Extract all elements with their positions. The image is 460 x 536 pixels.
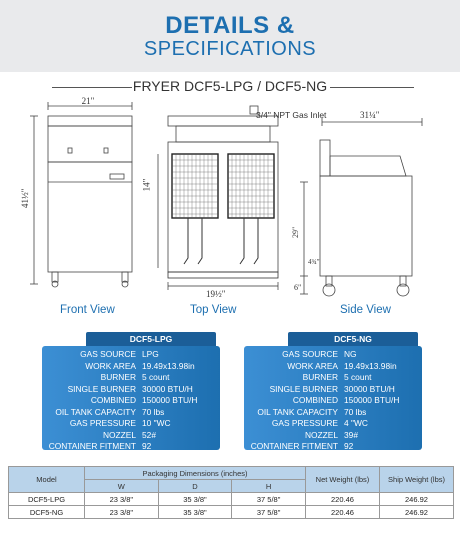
- spec-row: BURNER 5 count: [100, 372, 170, 382]
- side-cabinet: [320, 176, 412, 276]
- front-top-rim: [48, 116, 132, 126]
- spec-card-ng-body: [244, 346, 422, 450]
- spec-row: OIL TANK CAPACITY 70 lbs: [55, 406, 165, 417]
- spec-row: COMBINED 150000 BTU/H: [90, 395, 198, 405]
- header-dimensions: Packaging Dimensions (inches): [85, 467, 306, 480]
- side-flue: [320, 140, 330, 176]
- table-row: DCF5-LPG 23 3/8" 35 3/8" 37 5/8" 220.46 246.92: [9, 493, 454, 506]
- spec-row: COMBINED 150000 BTU/H: [292, 395, 400, 405]
- spec-row: BURNER 5 count: [302, 372, 372, 382]
- spec-row: GAS SOURCE LPG: [80, 349, 159, 359]
- model-title-text: FRYER DCF5-LPG / DCF5-NG: [132, 78, 328, 94]
- spec-card-lpg-body: [42, 346, 220, 450]
- title-rule-right: [330, 87, 414, 88]
- basket-right: [228, 154, 274, 218]
- basket-handle-left: [184, 218, 188, 264]
- top-body: [168, 142, 278, 272]
- spec-row: NOZZEL 52#: [102, 429, 156, 440]
- side-depth-label: 31¼": [360, 110, 380, 120]
- packaging-table: [8, 466, 454, 519]
- spec-row: CONTAINER FITMENT 92: [48, 441, 152, 451]
- front-knob-right: [104, 148, 108, 153]
- front-leg-right: [122, 272, 128, 282]
- header-d: D: [158, 480, 232, 493]
- page-title-line1: DETAILS &: [165, 12, 295, 39]
- table-row: DCF5-NG 23 3/8" 35 3/8" 37 5/8" 220.46 246.92: [9, 506, 454, 519]
- side-mid-label: 29": [291, 226, 300, 238]
- spec-row: GAS PRESSURE 4 "WC: [271, 418, 368, 428]
- front-height-label: 41½": [20, 188, 30, 208]
- spec-row: GAS SOURCE NG: [282, 349, 357, 359]
- model-title: [0, 78, 460, 94]
- front-badge: [110, 174, 124, 179]
- front-width-label: 21": [81, 96, 95, 106]
- spec-card-ng-model: DCF5-NG: [288, 332, 418, 346]
- header-band: [0, 0, 460, 72]
- page-title-line2: SPECIFICATIONS: [143, 38, 317, 60]
- side-small-label: 4¾": [308, 258, 320, 266]
- top-view-label: Top View: [190, 304, 237, 316]
- side-view-label: Side View: [340, 304, 391, 316]
- side-leg-label: 6": [294, 283, 302, 292]
- top-width-label: 19½": [206, 289, 226, 299]
- front-cabinet: [48, 162, 132, 272]
- basket-handle-right: [240, 218, 244, 264]
- front-upper-panel: [48, 126, 132, 162]
- front-view-diagram: [22, 98, 152, 308]
- top-view-diagram: [158, 98, 288, 308]
- side-top: [330, 156, 406, 176]
- front-tank-label: 14": [141, 178, 152, 192]
- spec-row: WORK AREA 19.49x13.98in: [85, 360, 195, 371]
- top-flue: [176, 126, 270, 142]
- header-h: H: [232, 480, 306, 493]
- front-leg-left: [52, 272, 58, 282]
- header-ship-weight: Ship Weight (lbs): [380, 467, 454, 493]
- spec-card-lpg-model: DCF5-LPG: [86, 332, 216, 346]
- header-model: Model: [9, 467, 85, 493]
- front-view-label: Front View: [60, 304, 115, 316]
- spec-row: GAS PRESSURE 10 "WC: [69, 418, 171, 428]
- spec-row: SINGLE BURNER 30000 BTU/H: [269, 383, 395, 394]
- spec-row: WORK AREA 19.49x13.98in: [287, 360, 397, 371]
- header-net-weight: Net Weight (lbs): [306, 467, 380, 493]
- spec-row: CONTAINER FITMENT 92: [250, 441, 354, 451]
- title-rule-left: [52, 87, 132, 88]
- spec-row: SINGLE BURNER 30000 BTU/H: [67, 383, 193, 394]
- spec-row: NOZZEL 39#: [304, 429, 358, 440]
- basket-left: [172, 154, 218, 218]
- gas-inlet-label: 3/4" NPT Gas Inlet: [256, 110, 327, 120]
- spec-row: OIL TANK CAPACITY 70 lbs: [257, 406, 367, 417]
- header-w: W: [85, 480, 159, 493]
- front-knob-left: [68, 148, 72, 153]
